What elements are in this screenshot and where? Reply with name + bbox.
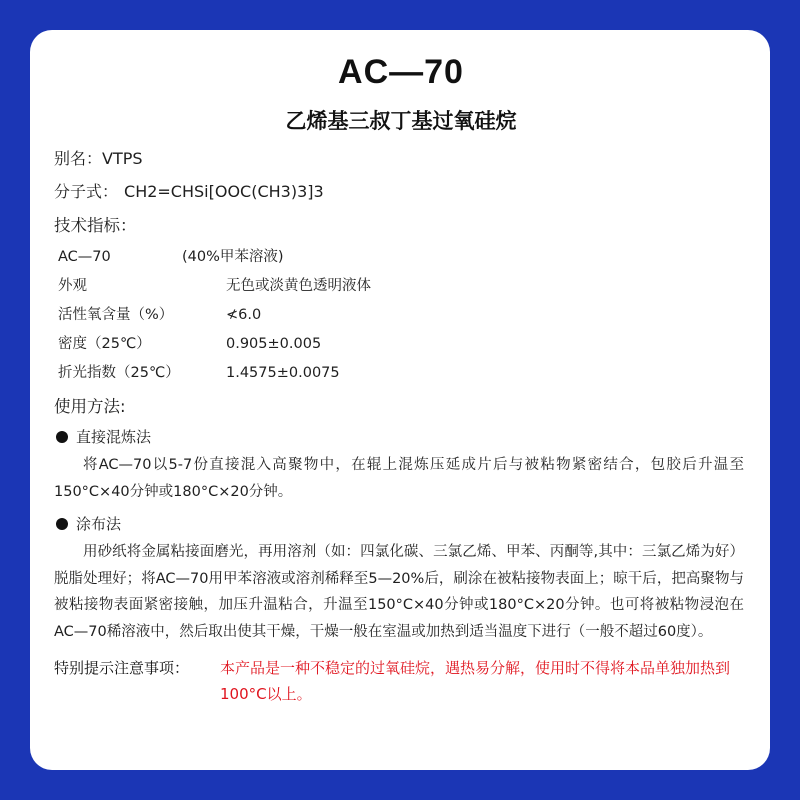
usage-heading: 使用方法:	[54, 397, 126, 416]
specs-product-row	[58, 243, 748, 272]
formula-value: CH2=CHSi[OOC(CH3)3]3	[124, 182, 324, 201]
spec-row-active-oxygen	[58, 301, 748, 330]
bullet-icon	[56, 518, 68, 530]
notice-text: 本产品是一种不稳定的过氧硅烷，遇热易分解，使用时不得将本品单独加热到100°C以上。	[220, 659, 731, 703]
bullet-icon	[56, 431, 68, 443]
alias-value: VTPS	[102, 149, 143, 168]
spec-key: 外观	[58, 278, 87, 294]
special-notice	[54, 655, 748, 707]
method-direct-mixing-text: 将AC—70以5-7份直接混入高聚物中，在辊上混炼压延成片后与被粘物紧密结合，包胶后升温至150°C×40分钟或180°C×20分钟。	[54, 457, 744, 500]
formula-label: 分子式：	[54, 182, 119, 201]
spec-key: 活性氧含量（%）	[58, 307, 174, 323]
product-title: AC—70	[338, 53, 464, 91]
specs-table	[58, 243, 748, 388]
spec-key: 折光指数（25℃）	[58, 365, 180, 381]
alias-row	[54, 148, 748, 170]
formula-row	[54, 181, 748, 203]
product-card	[30, 30, 770, 770]
spec-key: 密度（25℃）	[58, 336, 151, 352]
spec-row-refractive-index	[58, 359, 748, 388]
method-coating-heading	[54, 511, 748, 537]
spec-value: 无色或淡黄色透明液体	[226, 278, 371, 294]
product-chemical-name: 乙烯基三叔丁基过氧硅烷	[285, 109, 517, 133]
method-name: 涂布法	[76, 515, 122, 533]
spec-value: ≮6.0	[226, 307, 262, 323]
spec-row-density	[58, 330, 748, 359]
specs-product-note: (40%甲苯溶液)	[182, 249, 284, 265]
spec-row-appearance	[58, 272, 748, 301]
alias-label: 别名：	[54, 149, 103, 168]
specs-heading: 技术指标：	[54, 216, 137, 235]
method-direct-mixing-heading	[54, 424, 748, 450]
notice-label: 特别提示注意事项：	[54, 659, 190, 677]
spec-value: 1.4575±0.0075	[226, 365, 340, 381]
method-name: 直接混炼法	[76, 428, 152, 446]
spec-value: 0.905±0.005	[226, 336, 322, 352]
specs-product: AC—70	[58, 249, 111, 265]
method-coating-text: 用砂纸将金属粘接面磨光，再用溶剂（如：四氯化碳、三氯乙烯、甲苯、丙酮等,其中：三氯乙烯为好）脱脂处理好；将AC—70用甲苯溶液或溶剂稀释至5—20%后，刷涂在被粘接物表面上；晾干后，把高聚物与被粘接物表面紧密接触，加压升温粘合，升温至150°C×40分钟或180°C×20分钟。也可将被粘物浸泡在AC—70稀溶液中，然后取出使其干燥，干燥一般在室温或加热到适当温度下进行（一般不超过60度）。	[54, 544, 744, 640]
